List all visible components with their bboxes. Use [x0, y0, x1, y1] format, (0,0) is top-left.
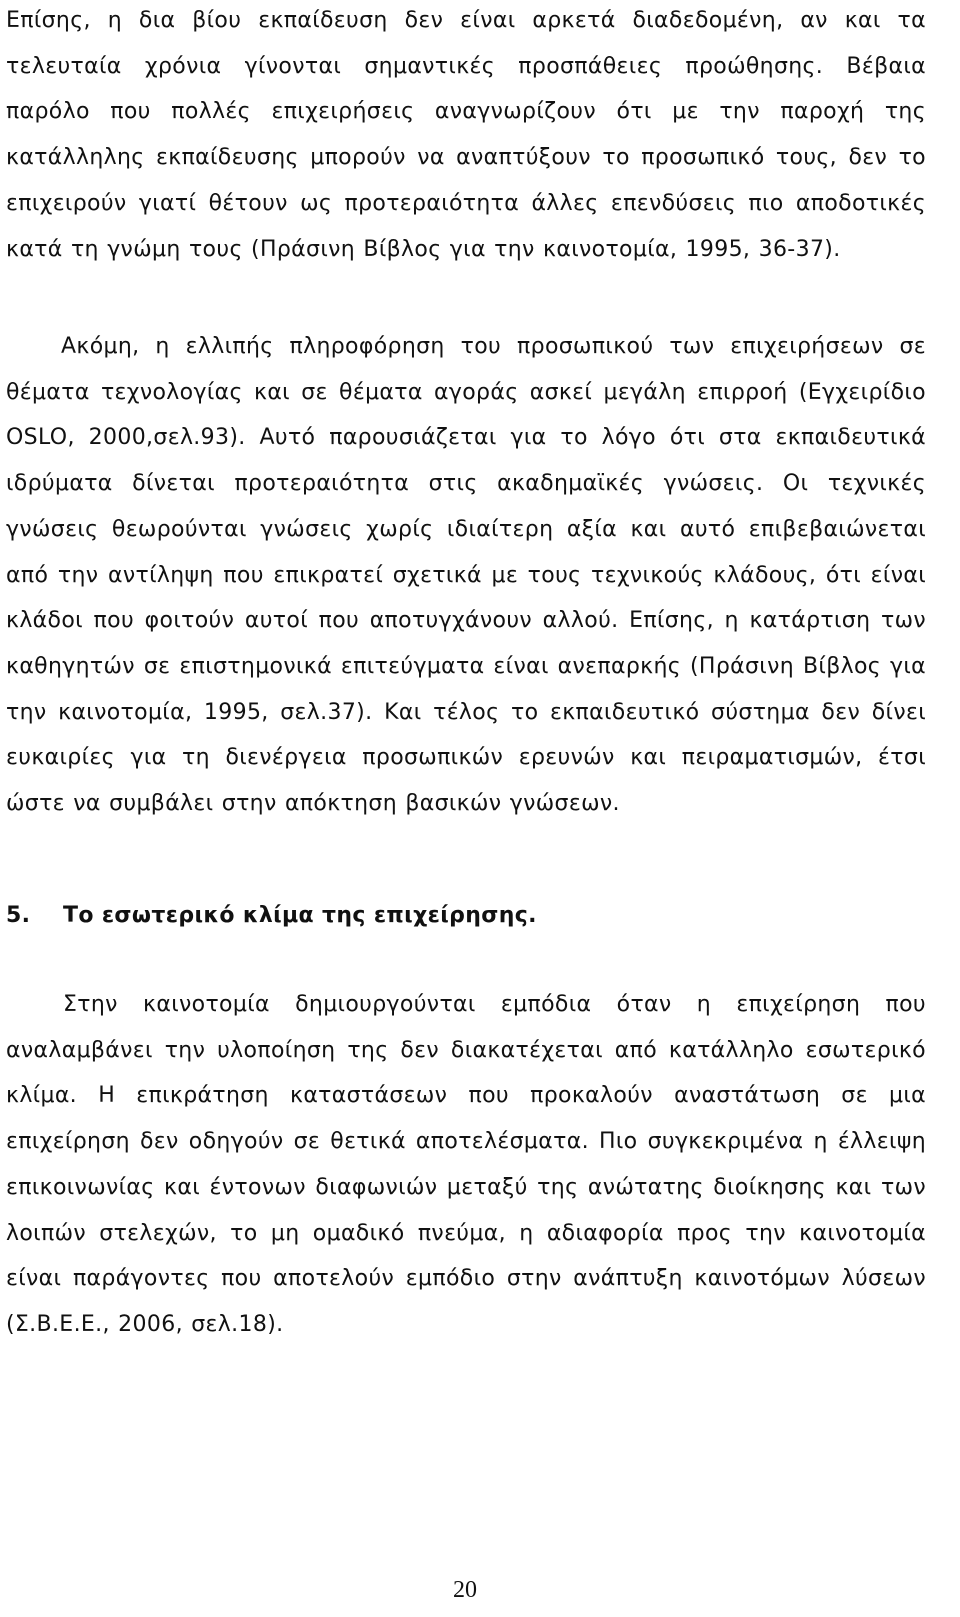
section-number: 5. [6, 903, 31, 928]
paragraph-information-gap: Ακόμη, η ελλιπής πληροφόρηση του προσωπικού των επιχειρήσεων σε θέματα τεχνολογίας και σε θέματα αγοράς ασκεί μεγάλη επιρροή (Εγχειρίδιο OSLO, 2000,σελ.93). Αυτό παρουσιάζεται για το λόγο ότι στα εκπαιδευτικά ιδρύματα δίνεται προτεραιότητα στις ακαδημαϊκές γνώσεις. Οι τεχνικές γνώσεις θεωρούνται γνώσεις χωρίς ιδιαίτερη αξία και αυτό επιβεβαιώνεται από την αντίληψη που επικρατεί σχετικά με τους τεχνικούς κλάδους, ότι είναι κλάδοι που φοιτούν αυτοί που αποτυγχάνουν αλλού. Επίσης, η κατάρτιση των καθηγητών σε επιστημονικά επιτεύγματα είναι ανεπαρκής (Πράσινη Βίβλος για την καινοτομία, 1995, σελ.37). Και τέλος το εκπαιδευτικό σύστημα δεν δίνει ευκαιρίες για τη διενέργεια προσωπικών ερευνών και πειραματισμών, έτσι ώστε να συμβάλει στην απόκτηση βασικών γνώσεων. [6, 334, 926, 817]
paragraph-internal-climate: Στην καινοτομία δημιουργούνται εμπόδια όταν η επιχείρηση που αναλαμβάνει την υλοποίηση της δεν διακατέχεται από κατάλληλο εσωτερικό κλίμα. Η επικράτηση καταστάσεων που προκαλούν αναστάτωση σε μια επιχείρηση δεν οδηγούν σε θετικά αποτελέσματα. Πιο συγκεκριμένα η έλλειψη επικοινωνίας και έντονων διαφωνιών μεταξύ της ανώτατης διοίκησης και των λοιπών στελεχών, το μη ομαδικό πνεύμα, η αδιαφορία προς την καινοτομία είναι παράγοντες που αποτελούν εμπόδιο στην ανάπτυξη καινοτόμων λύσεων (Σ.Β.Ε.Ε., 2006, σελ.18). [6, 992, 926, 1337]
section-title: Το εσωτερικό κλίμα της επιχείρησης. [63, 903, 537, 928]
paragraph-lifelong-learning: Επίσης, η δια βίου εκπαίδευση δεν είναι αρκετά διαδεδομένη, αν και τα τελευταία χρόνια γίνονται σημαντικές προσπάθειες προώθησης. Βέβαια παρόλο που πολλές επιχειρήσεις αναγνωρίζουν ότι με την παροχή της κατάλληλης εκπαίδευσης μπορούν να αναπτύξουν το προσωπικό τους, δεν το επιχειρούν γιατί θέτουν ως προτεραιότητα άλλες επενδύσεις πιο αποδοτικές κατά τη γνώμη τους (Πράσινη Βίβλος για την καινοτομία, 1995, 36-37). [6, 8, 926, 262]
section-heading [6, 893, 926, 939]
page-number: 20 [453, 1577, 477, 1603]
